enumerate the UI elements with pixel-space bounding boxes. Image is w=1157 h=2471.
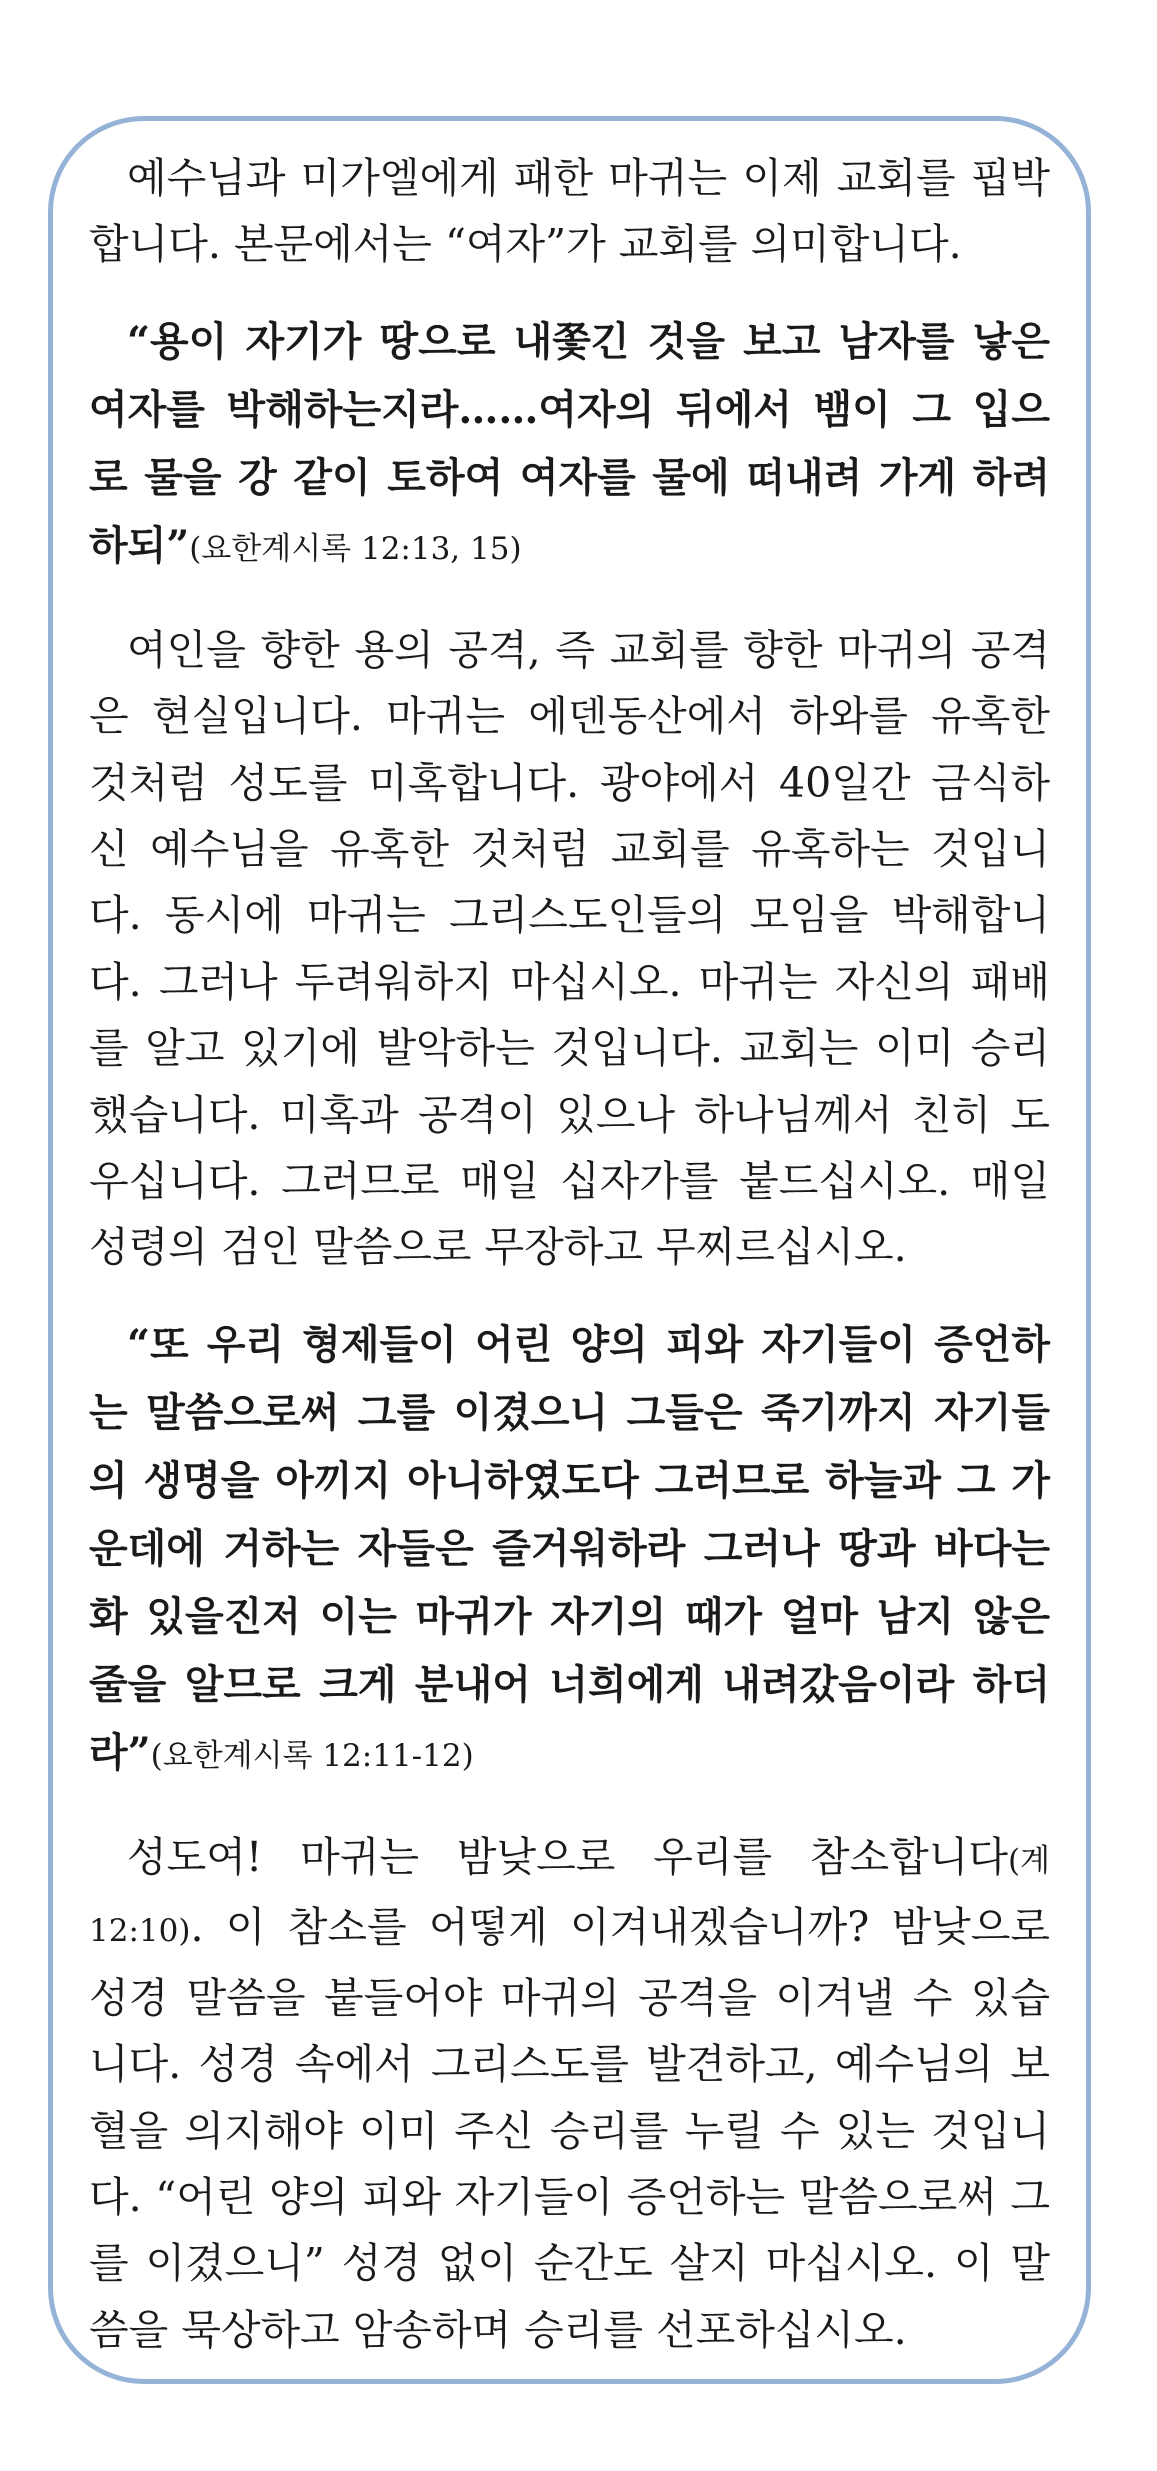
scripture-quote-2-text: “또 우리 형제들이 어린 양의 피와 자기들이 증언하는 말씀으로써 그를 이겼으니 그들은 죽기까지 자기들의 생명을 아끼지 아니하였도다 그러므로 하늘과 그 가운데에 거하는 자들은 즐거워하라 그러나 땅과 바다는 화 있을진저 이는 마귀가 자기의 때가 얼마 남지 않은 줄을 알므로 크게 분내어 너희에게 내려갔음이라 하더라” xyxy=(89,1320,1050,1776)
scripture-quote-2 xyxy=(89,1311,1050,1790)
devotional-content xyxy=(89,145,1050,2363)
closing-paragraph-start: 성도여! 마귀는 밤낮으로 우리를 참소합니다 xyxy=(127,1832,1008,1881)
closing-paragraph-end: . 이 참소를 어떻게 이겨내겠습니까? 밤낮으로 성경 말씀을 붙들어야 마귀의 공격을 이겨낼 수 있습니다. 성경 속에서 그리스도를 발견하고, 예수님의 보혈을 의지해야 이미 주신 승리를 누릴 수 있는 것입니다. “어린 양의 피와 자기들이 증언하는 말씀으로써 그를 이겼으니” 성경 없이 순간도 살지 마십시오. 이 말씀을 묵상하고 암송하며 승리를 선포하십시오. xyxy=(89,1903,1050,2354)
scripture-reference-1: (요한계시록 12:13, 15) xyxy=(189,530,522,567)
devotional-text-box xyxy=(48,116,1091,2384)
scripture-reference-2: (요한계시록 12:11-12) xyxy=(150,1737,474,1774)
scripture-quote-1 xyxy=(89,308,1050,583)
closing-paragraph xyxy=(89,1824,1050,2363)
body-paragraph: 여인을 향한 용의 공격, 즉 교회를 향한 마귀의 공격은 현실입니다. 마귀는 에덴동산에서 하와를 유혹한 것처럼 성도를 미혹합니다. 광야에서 40일간 금식하신 예수님을 유혹한 것처럼 교회를 유혹하는 것입니다. 동시에 마귀는 그리스도인들의 모임을 박해합니다. 그러나 두려워하지 마십시오. 마귀는 자신의 패배를 알고 있기에 발악하는 것입니다. 교회는 이미 승리했습니다. 미혹과 공격이 있으나 하나님께서 친히 도우십니다. 그러므로 매일 십자가를 붙드십시오. 매일 성령의 검인 말씀으로 무장하고 무찌르십시오. xyxy=(89,625,1050,1272)
intro-paragraph: 예수님과 미가엘에게 패한 마귀는 이제 교회를 핍박합니다. 본문에서는 “여자”가 교회를 의미합니다. xyxy=(89,154,1050,269)
scripture-quote-1-text: “용이 자기가 땅으로 내쫓긴 것을 보고 남자를 낳은 여자를 박해하는지라……여자의 뒤에서 뱀이 그 입으로 물을 강 같이 토하여 여자를 물에 떠내려 가게 하려 하되” xyxy=(89,317,1050,569)
inline-scripture-reference: (계 12:10) xyxy=(89,1842,1050,1950)
